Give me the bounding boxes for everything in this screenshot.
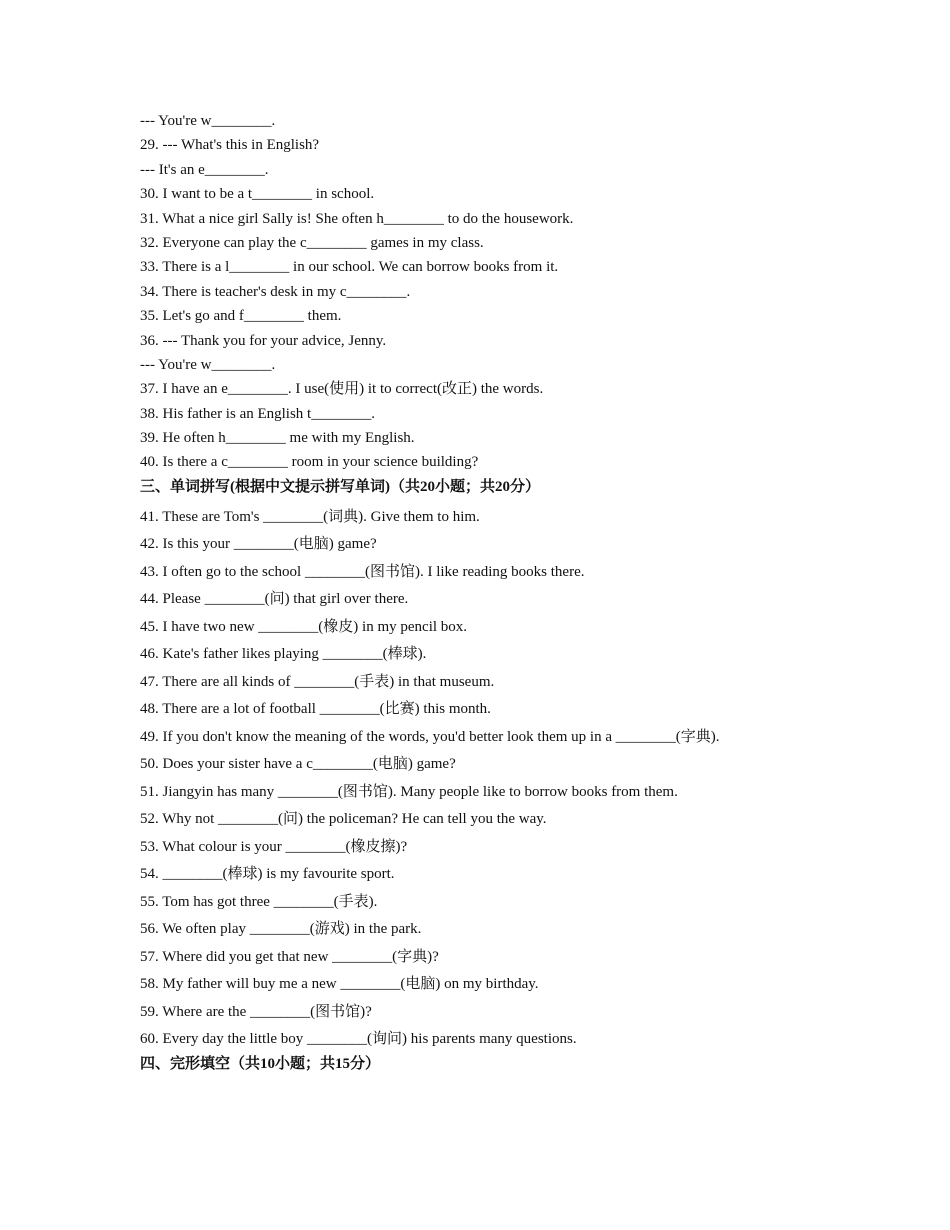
question-line: 51. Jiangyin has many ________(图书馆). Many people like to borrow books from them. [140,783,678,800]
question-line: 47. There are all kinds of ________(手表) in that museum. [140,673,495,690]
question-line: 44. Please ________(问) that girl over there. [140,591,409,608]
question-line: 35. Let's go and f________ them. [140,308,342,325]
section-heading: 三、单词拼写(根据中文提示拼写单词)（共20小题；共20分） [140,478,540,495]
question-line: 31. What a nice girl Sally is! She often h________ to do the housework. [140,210,574,227]
question-line: 41. These are Tom's ________(词典). Give them to him. [140,508,480,525]
question-line: 59. Where are the ________(图书馆)? [140,1003,372,1020]
document-page [140,112,900,1073]
question-line: 36. --- Thank you for your advice, Jenny. [140,332,387,349]
question-line: 33. There is a l________ in our school. We can borrow books from it. [140,259,559,276]
question-line: 29. --- What's this in English? [140,137,320,154]
question-line: 34. There is teacher's desk in my c________. [140,283,411,300]
question-line: --- It's an e________. [140,161,269,178]
question-line: 50. Does your sister have a c________(电脑) game? [140,756,456,773]
question-line: 58. My father will buy me a new ________(电脑) on my birthday. [140,976,539,993]
question-line: 45. I have two new ________(橡皮) in my pencil box. [140,618,468,635]
question-line: 57. Where did you get that new ________(字典)? [140,948,439,965]
question-line: 32. Everyone can play the c________ games in my class. [140,234,484,251]
question-line: 48. There are a lot of football ________(比赛) this month. [140,701,491,718]
section-heading: 四、完形填空（共10小题；共15分） [140,1055,381,1072]
question-line: 55. Tom has got three ________(手表). [140,893,378,910]
question-line: 30. I want to be a t________ in school. [140,186,375,203]
question-line: 52. Why not ________(问) the policeman? He can tell you the way. [140,811,547,828]
question-line: 46. Kate's father likes playing ________(棒球). [140,646,427,663]
question-line: 54. ________(棒球) is my favourite sport. [140,866,395,883]
question-line: 40. Is there a c________ room in your science building? [140,454,479,471]
question-line: 43. I often go to the school ________(图书馆). I like reading books there. [140,563,585,580]
question-line: 38. His father is an English t________. [140,405,375,422]
question-line: --- You're w________. [140,356,276,373]
question-line: 37. I have an e________. I use(使用) it to correct(改正) the words. [140,381,544,398]
question-line: --- You're w________. [140,113,276,129]
question-line: 42. Is this your ________(电脑) game? [140,536,377,553]
question-line: 53. What colour is your ________(橡皮擦)? [140,838,408,855]
question-line: 60. Every day the little boy ________(询问) his parents many questions. [140,1031,577,1048]
question-line: 49. If you don't know the meaning of the words, you'd better look them up in a ________(字典). [140,728,720,745]
question-line: 39. He often h________ me with my English. [140,430,415,447]
question-line: 56. We often play ________(游戏) in the park. [140,921,422,938]
